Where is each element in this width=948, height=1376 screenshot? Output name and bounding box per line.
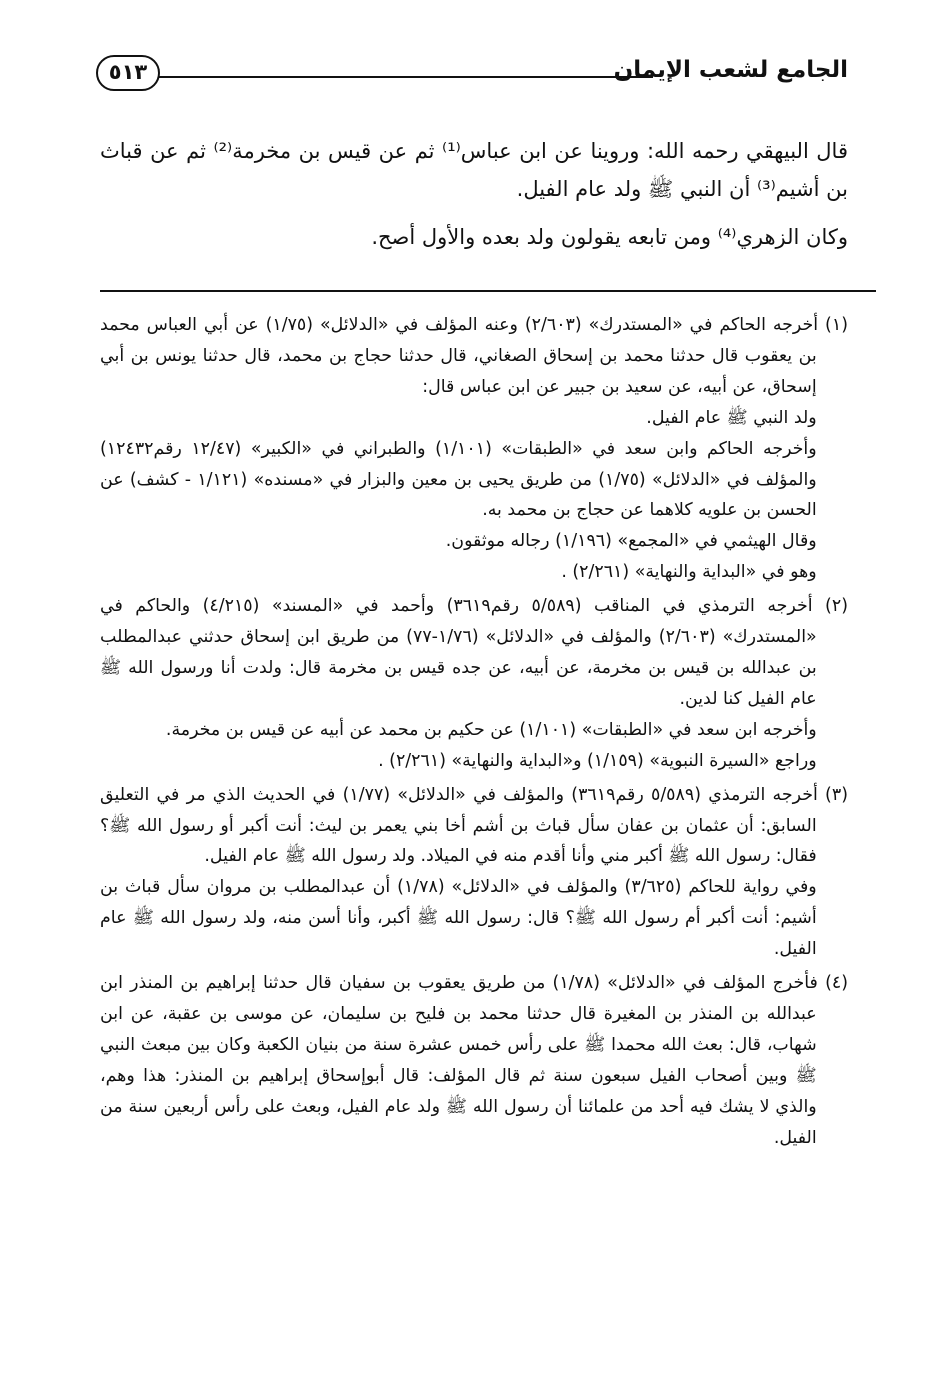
footnote-paragraph: (٤) فأخرج المؤلف في «الدلائل» (١/٧٨) من طريق يعقوب بن سفيان قال حدثنا إبراهيم بن المنذر ابن عبدالله بن المنذر بن المغيرة قال حدثنا محمد بن فليح بن سليمان، عن موسى بن عقبة، عن ابن شهاب، قال: بعث الله محمدا ﷺ على رأس خمس عشرة سنة من بنيان الكعبة وكان بين مبعث النبي ﷺ وبين أصحاب الفيل سبعون سنة ثم قال المؤلف: قال أبوإسحاق إبراهيم بن المنذر: هذا وهم، والذي لا يشك فيه أحد من علمائنا أن رسول الله ﷺ ولد عام الفيل، وبعث على رأس أربعين سنة من الفيل. — [100, 973, 848, 1148]
footnote-paragraph: وأخرجه الحاكم وابن سعد في «الطبقات» (١/١٠١) والطبراني في «الكبير» (١٢/٤٧ رقم١٢٤٣٢) والمؤلف في «الدلائل» (١/٧٥) من طريق يحيى بن معين والبزار في «مسنده» (١/١٢١ - كشف) عن الحسن بن علويه كلاهما عن حجاج بن محمد به. — [100, 438, 817, 521]
footnote-paragraph: وراجع «السيرة النبوية» (١/١٥٩) و«البداية والنهاية» (٢/٢٦١) . — [378, 750, 817, 771]
footnote-1 — [100, 310, 848, 588]
main-paragraph: قال البيهقي رحمه الله: وروينا عن ابن عباس⁽¹⁾ ثم عن قيس بن مخرمة⁽²⁾ ثم عن قباث بن أشيم⁽³⁾ أن النبي ﷺ ولد عام الفيل. — [100, 139, 848, 201]
footnote-paragraph: (٣) أخرجه الترمذي (٥/٥٨٩ رقم٣٦١٩) والمؤلف في «الدلائل» (١/٧٧) في الحديث الذي مر في التعليق السابق: أن عثمان بن عفان سأل قباث بن أشم أخا بني يعمر بن ليث: أنت أكبر أو رسول الله ﷺ؟ فقال: رسول الله ﷺ أكبر مني وأنا أقدم منه في الميلاد. ولد رسول الله ﷺ عام الفيل. — [100, 784, 848, 867]
footnote-divider — [100, 290, 876, 292]
footnote-paragraph: (٢) أخرجه الترمذي في المناقب (٥/٥٨٩ رقم٣٦١٩) وأحمد في «المسند» (٤/٢١٥) والحاكم في «المستدرك» (٢/٦٠٣) والمؤلف في «الدلائل» (١/٧٦-٧٧) من طريق ابن إسحاق حدثني عبدالمطلب بن عبدالله بن قيس بن مخرمة، عن أبيه، عن جده قيس بن مخرمة قال: ولدت أنا ورسول الله ﷺ عام الفيل كنا لدين. — [100, 596, 848, 709]
footnote-2 — [100, 591, 848, 776]
footnote-paragraph: وهو في «البداية والنهاية» (٢/٢٦١) . — [561, 562, 817, 583]
page-number: ٥١٣ — [96, 55, 160, 91]
footnote-paragraph: (١) أخرجه الحاكم في «المستدرك» (٢/٦٠٣) وعنه المؤلف في «الدلائل» (١/٧٥) عن أبي العباس محمد بن يعقوب قال حدثنا محمد بن إسحاق الصغاني، قال حدثنا حجاج بن محمد، قال حدثنا يونس بن أبي إسحاق، عن أبيه، عن سعيد بن جبير عن ابن عباس قال: — [100, 315, 848, 397]
footnote-paragraph: ولد النبي ﷺ عام الفيل. — [646, 407, 817, 428]
footnote-3 — [100, 780, 848, 965]
footnote-4 — [100, 968, 848, 1153]
header-rule — [158, 76, 653, 78]
footnote-paragraph: وفي رواية للحاكم (٣/٦٢٥) والمؤلف في «الدلائل» (١/٧٨) أن عبدالمطلب بن مروان سأل قباث بن أشيم: أنت أكبر أم رسول الله ﷺ؟ قال: رسول الله ﷺ أكبر، وأنا أسن منه، ولد رسول الله ﷺ عام الفيل. — [100, 877, 817, 960]
footnotes — [100, 310, 848, 1153]
footnote-paragraph: وأخرجه ابن سعد في «الطبقات» (١/١٠١) عن حكيم بن محمد عن أبيه عن قيس بن مخرمة. — [165, 719, 817, 740]
footnote-paragraph: وقال الهيثمي في «المجمع» (١/١٩٦) رجاله موثقون. — [445, 531, 817, 552]
main-paragraph: وكان الزهري⁽⁴⁾ ومن تابعه يقولون ولد بعده والأول أصح. — [371, 225, 848, 249]
page-header — [96, 55, 848, 95]
main-text — [100, 132, 848, 256]
book-title: الجامع لشعب الإيمان — [613, 57, 848, 83]
